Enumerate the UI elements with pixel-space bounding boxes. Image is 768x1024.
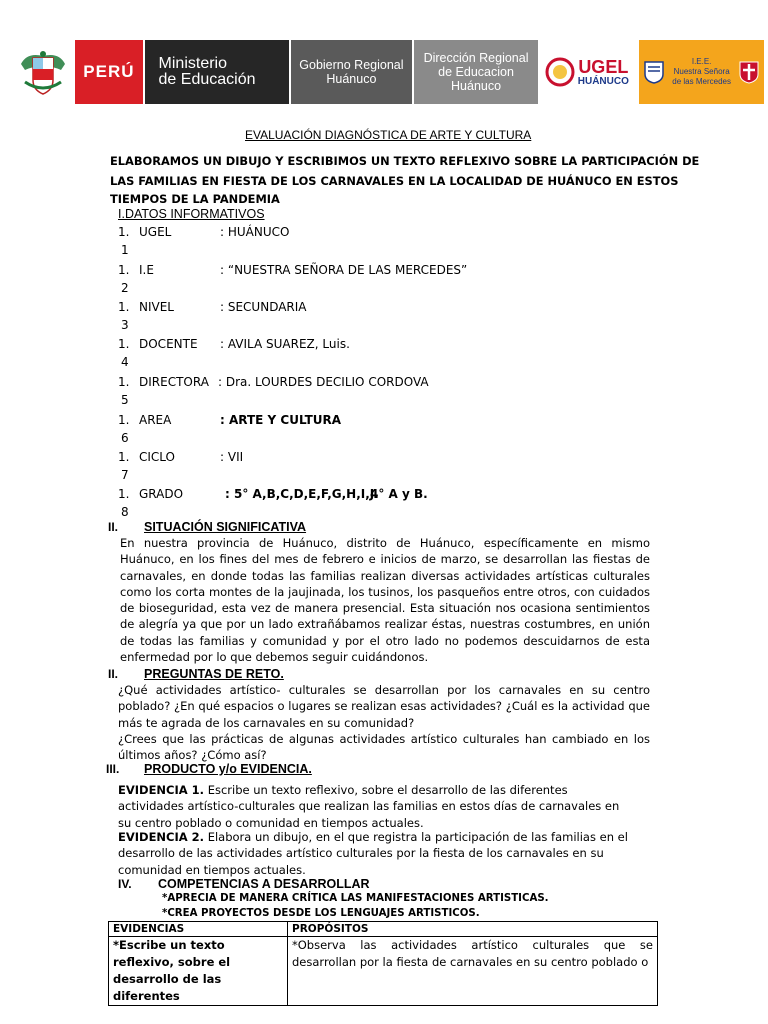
iee-line2: Nuestra Señora (673, 67, 730, 76)
section-3-title: PREGUNTAS DE RETO. (144, 667, 284, 681)
evidence-1-label: EVIDENCIA 1. (118, 783, 205, 797)
iee-shield-icon (643, 60, 665, 84)
doc-heading-line2: LAS FAMILIAS EN FIESTA DE LOS CARNAVALES EN LA LOCALIDAD DE HUÁNUCO EN ESTOS (110, 174, 679, 188)
mercedes-shield-icon (738, 60, 760, 84)
datos-label: UGEL (139, 225, 172, 239)
datos-sub: 4 (121, 355, 129, 369)
datos-label: DOCENTE (139, 337, 198, 351)
datos-sub: 8 (121, 505, 129, 519)
datos-value: : 5° A,B,C,D,E,F,G,H,I,J. (225, 487, 379, 501)
competencia-1: *APRECIA DE MANERA CRÍTICA LAS MANIFESTACIONES ARTISTICAS. (162, 893, 549, 904)
datos-value-2: 4° A y B. (370, 487, 428, 501)
section-2-num: II. (108, 520, 119, 534)
iee-line1: I.E.E. (691, 57, 712, 66)
datos-value: : AVILA SUAREZ, Luis. (220, 337, 350, 351)
datos-sub: 2 (121, 281, 129, 295)
datos-sub: 7 (121, 468, 129, 482)
datos-value: : SECUNDARIA (220, 300, 307, 314)
datos-value: : “NUESTRA SEÑORA DE LAS MERCEDES” (220, 263, 468, 277)
table-header-propositos: PROPÓSITOS (288, 922, 658, 937)
datos-value: : VII (220, 450, 244, 464)
peru-label: PERÚ (75, 40, 142, 104)
gobierno-line2: Huánuco (326, 72, 377, 86)
ministerio-block (143, 40, 290, 104)
evidence-2-text: Elabora un dibujo, en el que registra la participación de las familias en el desarrollo de las actividades artístico culturales por la fiesta de los carnavales en su comunidad en tiempos actuales. (118, 830, 628, 877)
doc-heading-line1: ELABORAMOS UN DIBUJO Y ESCRIBIMOS UN TEXTO REFLEXIVO SOBRE LA PARTICIPACIÓN DE (110, 154, 700, 168)
section-2-title: SITUACIÓN SIGNIFICATIVA (144, 520, 307, 534)
datos-title: I.DATOS INFORMATIVOS (118, 207, 265, 221)
table-header-evidencias: EVIDENCIAS (109, 922, 288, 937)
doc-heading-line3: TIEMPOS DE LA PANDEMIA (110, 192, 280, 206)
evidencias-table (108, 921, 658, 1006)
direccion-line3: Huánuco (451, 79, 502, 93)
section-2-text: En nuestra provincia de Huánuco, distrito de Huánuco, específicamente en mismo Huánuco, en los fines del mes de febrero e inicios de marzo, se desarrollan las fiestas de carnavales, en donde todas las familias realizan diversas actividades artísticas culturales como los corta montes de la jaujinada, los tusinos, los pasqueños entre otros, con cuidados de bioseguridad, esta vez de manera presencial. Esta situación nos ocasiona sentimientos de alegría ya que por un lado extrañábamos realizar éstas, nuestras costumbres, en unión de todas las familias y comunidad y por el otro lado no podemos descuidarnos de esta enfermedad por lo que debemos seguir cuidándonos. (120, 536, 650, 665)
datos-sub: 5 (121, 393, 129, 407)
datos-label: CICLO (139, 450, 175, 464)
section-5-title: COMPETENCIAS A DESARROLLAR (158, 877, 370, 891)
section-4-title: PRODUCTO y/o EVIDENCIA. (144, 762, 312, 776)
table-cell-evidencia: *Escribe un texto reflexivo, sobre el desarrollo de las diferentes (109, 937, 288, 1006)
section-4-num: III. (106, 762, 120, 776)
iee-text (672, 57, 731, 87)
direccion-line1: Dirección Regional (423, 51, 529, 65)
section-5-num: IV. (118, 877, 132, 891)
datos-value: : HUÁNUCO (220, 225, 290, 239)
evidence-2-label: EVIDENCIA 2. (118, 830, 205, 844)
ugel-seal-icon (545, 57, 575, 87)
table-row (109, 937, 658, 1006)
iee-line3: de las Mercedes (672, 77, 731, 86)
datos-label: DIRECTORA (139, 375, 209, 389)
section-3-text-1: ¿Qué actividades artístico- culturales se desarrollan por los carnavales en su centro poblado? ¿En qué espacios o lugares se realizan esas actividades? ¿Cuál es la actividad que más te agrada de los carnavales en su comunidad? (118, 683, 650, 730)
datos-sub: 3 (121, 318, 129, 332)
datos-num: 1. (118, 487, 130, 501)
datos-label: I.E (139, 263, 154, 277)
datos-sub: 6 (121, 431, 129, 445)
datos-value: : Dra. LOURDES DECILIO CORDOVA (218, 375, 429, 389)
ugel-sub: HUÁNUCO (577, 75, 629, 87)
datos-label: GRADO (139, 487, 184, 501)
peru-coat-of-arms-icon (10, 40, 75, 104)
datos-num: 1. (118, 413, 130, 427)
direccion-block (412, 40, 539, 104)
datos-value: : ARTE Y CULTURA (220, 413, 342, 427)
direccion-line2: de Educacion (438, 65, 514, 79)
datos-num: 1. (118, 300, 130, 314)
datos-label: NIVEL (139, 300, 174, 314)
ugel-label: UGEL (578, 56, 629, 77)
ministerio-line1: Ministerio (158, 55, 227, 72)
datos-num: 1. (118, 337, 130, 351)
datos-num: 1. (118, 375, 130, 389)
section-3-text-2: ¿Crees que las prácticas de algunas actividades artístico culturales han cambiado en los últimos años? ¿Cómo así? (118, 732, 650, 763)
datos-num: 1. (118, 225, 130, 239)
ugel-logo (538, 40, 635, 104)
table-cell-proposito: *Observa las actividades artístico culturales que se desarrollan por la fiesta de carnavales en su centro poblado o (288, 937, 658, 1006)
datos-label: AREA (139, 413, 172, 427)
header-banner (10, 40, 764, 104)
ministerio-line2: de Educación (158, 71, 256, 88)
competencia-2: *CREA PROYECTOS DESDE LOS LENGUAJES ARTISTICOS. (162, 908, 480, 919)
iee-logo (639, 40, 764, 104)
section-3-num: II. (108, 667, 119, 681)
evidence-2 (118, 829, 628, 878)
table-header-row (109, 922, 658, 937)
evidence-1 (118, 782, 628, 831)
datos-sub: 1 (121, 243, 129, 257)
datos-num: 1. (118, 263, 130, 277)
gobierno-line1: Gobierno Regional (299, 58, 404, 72)
gobierno-block (289, 40, 412, 104)
doc-title: EVALUACIÓN DIAGNÓSTICA DE ARTE Y CULTURA (245, 128, 532, 142)
evidence-1-text: Escribe un texto reflexivo, sobre el desarrollo de las diferentes actividades artístico-culturales que realizan las familias en estos días de carnavales en su centro poblado o comunidad en tiempos actuales. (118, 783, 620, 830)
datos-num: 1. (118, 450, 130, 464)
